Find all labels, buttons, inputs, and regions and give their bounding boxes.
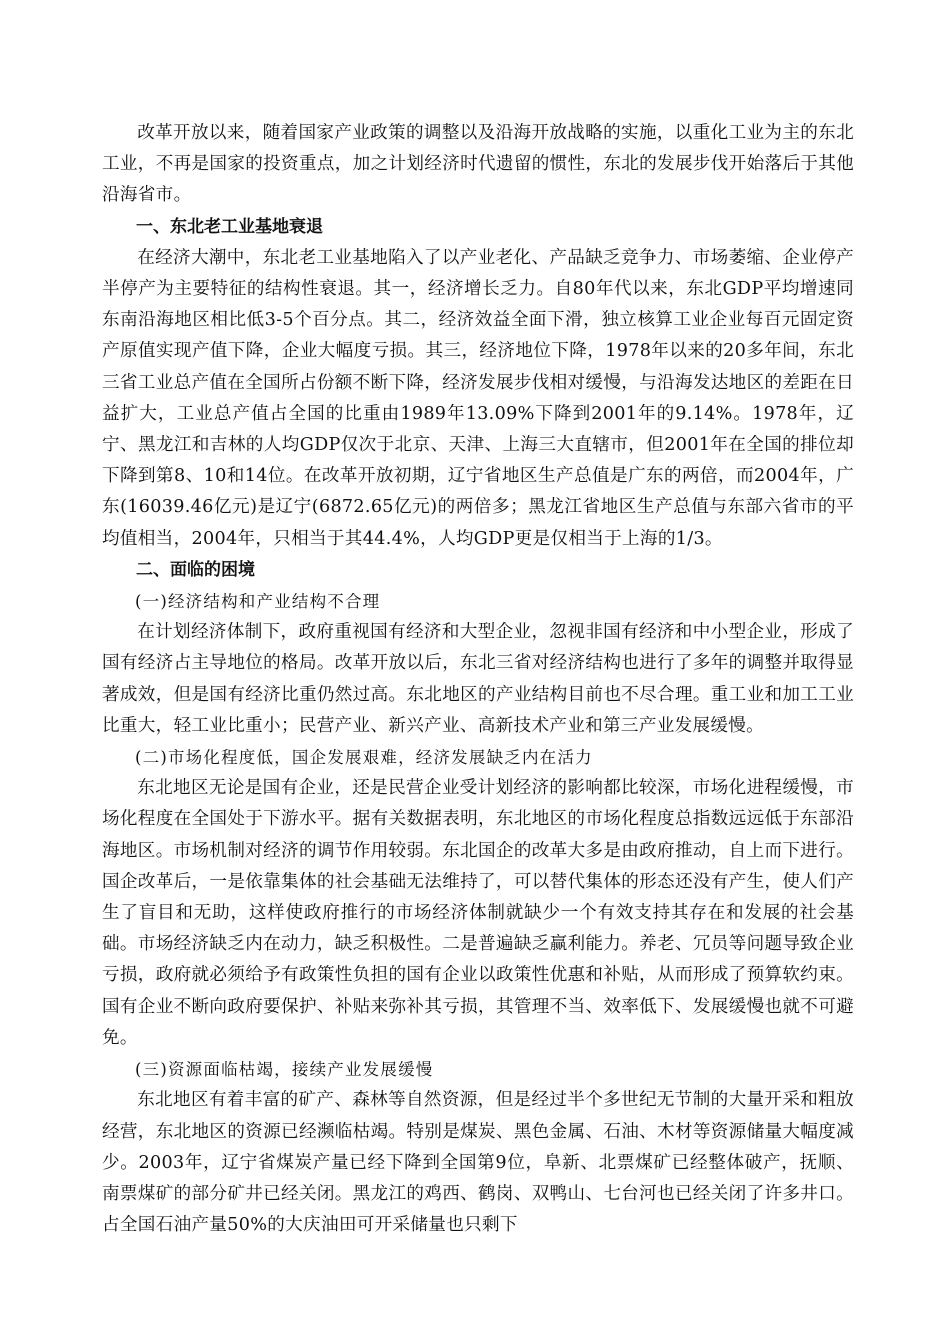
section-1-heading: 一、东北老工业基地衰退 [136,216,323,237]
section-2-heading: 二、面临的困境 [136,559,255,580]
subsection-1-paragraph: 在计划经济体制下，政府重视国有经济和大型企业，忽视非国有经济和中小型企业，形成了国有经济占主导地位的格局。改革开放以后，东北三省对经济结构也进行了多年的调整并取得显著成效，但是国有经济比重仍然过高。东北地区的产业结构目前也不尽合理。重工业和加工工业比重大，轻工业比重小；民营产业、新兴产业、高新技术产业和第三产业发展缓慢。 [102,622,854,736]
document-page [102,118,854,1241]
subsection-3-heading: (三)资源面临枯竭，接续产业发展缓慢 [135,1060,434,1080]
subsection-3-paragraph: 东北地区有着丰富的矿产、森林等自然资源，但是经过半个多世纪无节制的大量开采和粗放经营，东北地区的资源已经濒临枯竭。特别是煤炭、黑色金属、石油、木材等资源储量大幅度减少。2003年，辽宁省煤炭产量已经下降到全国第9位，阜新、北票煤矿已经整体破产，抚顺、南票煤矿的部分矿井已经关闭。黑龙江的鸡西、鹤岗、双鸭山、七台河也已经关闭了许多井口。占全国石油产量50%的大庆油田可开采储量也只剩下 [102,1090,854,1236]
subsection-1-heading: (一)经济结构和产业结构不合理 [135,592,381,612]
intro-paragraph: 改革开放以来，随着国家产业政策的调整以及沿海开放战略的实施，以重化工业为主的东北工业，不再是国家的投资重点，加之计划经济时代遗留的惯性，东北的发展步伐开始落后于其他沿海省市。 [102,123,854,206]
section-1-paragraph: 在经济大潮中，东北老工业基地陷入了以产业老化、产品缺乏竞争力、市场萎缩、企业停产半停产为主要特征的结构性衰退。其一，经济增长乏力。自80年代以来，东北GDP平均增速同东南沿海地区相比低3-5个百分点。其二，经济效益全面下滑，独立核算工业企业每百元固定资产原值实现产值下降，企业大幅度亏损。其三，经济地位下降，1978年以来的20多年间，东北三省工业总产值在全国所占份额不断下降，经济发展步伐相对缓慢，与沿海发达地区的差距在日益扩大，工业总产值占全国的比重由1989年13.09%下降到2001年的9.14%。1978年，辽宁、黑龙江和吉林的人均GDP仅次于北京、天津、上海三大直辖市，但2001年在全国的排位却下降到第8、10和14位。在改革开放初期，辽宁省地区生产总值是广东的两倍，而2004年，广东(16039.46亿元)是辽宁(6872.65亿元)的两倍多；黑龙江省地区生产总值与东部六省市的平均值相当，2004年，只相当于其44.4%，人均GDP更是仅相当于上海的1/3。 [102,247,854,549]
subsection-2-paragraph: 东北地区无论是国有企业，还是民营企业受计划经济的影响都比较深，市场化进程缓慢，市场化程度在全国处于下游水平。据有关数据表明，东北地区的市场化程度总指数远远低于东部沿海地区。市场机制对经济的调节作用较弱。东北国企的改革大多是由政府推动，自上而下进行。国企改革后，一是依靠集体的社会基础无法维持了，可以替代集体的形态还没有产生，使人们产生了盲目和无助，这样使政府推行的市场经济体制就缺少一个有效支持其存在和发展的社会基础。市场经济缺乏内在动力，缺乏积极性。二是普遍缺乏赢利能力。养老、冗员等问题导致企业亏损，政府就必须给予有政策性负担的国有企业以政策性优惠和补贴，从而形成了预算软约束。国有企业不断向政府要保护、补贴来弥补其亏损，其管理不当、效率低下、发展缓慢也就不可避免。 [102,778,854,1048]
subsection-2-heading: (二)市场化程度低，国企发展艰难，经济发展缺乏内在活力 [135,748,593,768]
